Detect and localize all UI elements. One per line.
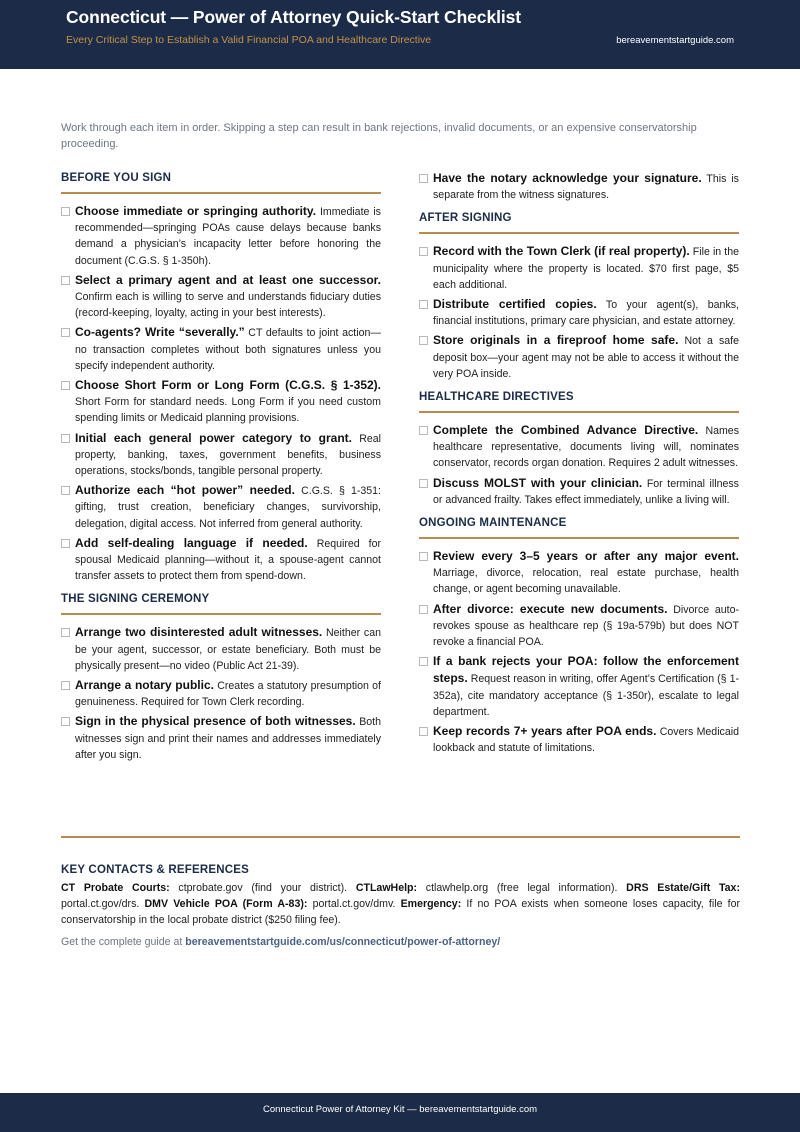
checklist-item-title: Choose Short Form or Long Form (C.G.S. § 1-352).: [75, 378, 381, 393]
reference-label: DMV Vehicle POA (Form A-83):: [144, 898, 308, 911]
checkbox[interactable]: [419, 605, 428, 614]
checklist-item-text: Short Form for standard needs. Long Form if you need custom spending limits or Medicaid planning provisions.: [75, 396, 381, 425]
checklist-item-title: Review every 3–5 years or after any major event.: [433, 549, 739, 564]
checklist-item-title: Record with the Town Clerk (if real property).: [433, 244, 690, 259]
checkbox[interactable]: [61, 539, 70, 548]
checklist-item-text: This is separate from the witness signatures.: [433, 173, 739, 202]
section-after-signing: [419, 210, 739, 382]
section-ongoing-maintenance: [419, 515, 739, 756]
checklist-item: [61, 677, 381, 710]
section-title: THE SIGNING CEREMONY: [61, 593, 210, 606]
section-title: ONGOING MAINTENANCE: [419, 517, 567, 530]
section-title: BEFORE YOU SIGN: [61, 172, 172, 184]
section-divider: [61, 613, 381, 615]
checklist: [419, 422, 739, 508]
reference-label: CTLawHelp:: [355, 882, 418, 894]
checklist-item-title: Arrange a notary public.: [75, 678, 214, 693]
section-divider: [419, 537, 739, 539]
checklist-item-text: C.G.S. § 1-351: gifting, trust creation, beneficiary changes, survivorship, delegation, digital access. Not inferred from general authority.: [75, 485, 382, 530]
section-divider: [61, 192, 381, 194]
checkbox[interactable]: [419, 336, 428, 345]
checklist-item-title: Authorize each “hot power” needed.: [75, 483, 295, 498]
checklist-item: [419, 475, 739, 508]
intro-text: Work through each item in order. Skipping a step can result in bank rejections, invalid documents, or an expensive conservatorship proceeding.: [61, 122, 697, 150]
checklist-item-title: Arrange two disinterested adult witnesses.: [75, 625, 323, 640]
checklist-item-title: Complete the Combined Advance Directive.: [433, 423, 699, 438]
section-notary: [419, 170, 739, 203]
checklist-item: [61, 482, 381, 532]
page-title: Connecticut — Power of Attorney Quick-Start Checklist: [66, 7, 521, 27]
section-divider: [419, 411, 739, 413]
checklist-item: [419, 296, 739, 329]
checklist-item-text: Covers Medicaid lookback and statute of limitations.: [433, 726, 739, 755]
reference-text: portal.ct.gov/drs.: [61, 898, 140, 911]
reference-text: ctlawhelp.org (free legal information).: [425, 882, 618, 894]
reference-label: CT Probate Courts:: [61, 882, 170, 894]
checklist-item-text: CT defaults to joint action—no transaction completes without both signatures unless you specify independent authority.: [75, 327, 381, 372]
checklist-item: [419, 170, 739, 203]
checklist-item-text: For terminal illness or advanced frailty. Takes effect immediately, unlike a living will.: [433, 477, 739, 506]
checkbox[interactable]: [61, 276, 70, 285]
checklist-item: [419, 332, 739, 382]
checklist-item-text: Required for spousal Medicaid planning—without it, a spouse-agent cannot transfer assets to protect them from spend-down.: [75, 537, 381, 583]
references-title: KEY CONTACTS & REFERENCES: [61, 864, 249, 876]
checklist-item: [61, 535, 381, 585]
checklist-item: [419, 548, 739, 598]
checklist-item-text: Neither can be your agent, successor, or estate beneficiary. Both must be physically present—no video (Public Act 21-39).: [75, 627, 381, 672]
checklist-item-title: Select a primary agent and at least one successor.: [75, 272, 381, 287]
checkbox[interactable]: [419, 479, 428, 488]
checklist-item-title: If a bank rejects your POA: follow the enforcement steps.: [433, 654, 739, 686]
checklist-item: [419, 653, 739, 720]
checklist: [419, 170, 739, 203]
checkbox[interactable]: [419, 300, 428, 309]
checklist: [61, 203, 381, 584]
checklist-item-text: Request reason in writing, offer Agent’s Certification (§ 1-352a), cite mandatory acceptance (§ 1-350r), escalate to legal department.: [433, 673, 739, 718]
checkbox[interactable]: [61, 717, 70, 726]
section-title: AFTER SIGNING: [419, 212, 512, 225]
references-divider: [61, 836, 740, 838]
references-text: [61, 880, 740, 929]
checklist: [61, 624, 381, 763]
page-footer: [0, 1093, 800, 1132]
page-subtitle: Every Critical Step to Establish a Valid Financial POA and Healthcare Directive: [66, 34, 432, 46]
checklist-item-text: Creates a statutory presumption of genuineness. Required for Town Clerk recording.: [75, 680, 381, 709]
right-column: [419, 170, 739, 759]
reference-label: Emergency:: [400, 898, 462, 911]
checklist-item: [61, 324, 381, 374]
checkbox[interactable]: [61, 207, 70, 216]
checkbox[interactable]: [61, 628, 70, 637]
checklist-item-text: File in the municipality where the property is located. $70 first page, $5 each additional.: [433, 246, 739, 291]
references-section: [61, 862, 740, 950]
guide-line: [61, 934, 740, 950]
checklist-item: [61, 203, 381, 269]
guide-link[interactable]: bereavementstartguide.com/us/connecticut/power-of-attorney/: [185, 935, 501, 948]
checklist: [419, 243, 739, 382]
checklist-item-title: Co-agents? Write “severally.”: [75, 325, 245, 340]
page-header: [0, 0, 800, 69]
section-before-you-sign: [61, 170, 381, 584]
checkbox[interactable]: [419, 552, 428, 561]
checklist-item-title: Choose immediate or springing authority.: [75, 204, 317, 218]
section-title: HEALTHCARE DIRECTIVES: [419, 391, 574, 404]
checklist-item: [61, 430, 381, 480]
checklist-item-text: Both witnesses sign and print their names and addresses immediately after you sign.: [75, 716, 381, 761]
checkbox[interactable]: [419, 426, 428, 435]
checklist-item-title: Sign in the physical presence of both witnesses.: [75, 714, 356, 729]
left-column: [61, 170, 381, 766]
reference-text: ctprobate.gov (find your district).: [178, 882, 348, 894]
checklist-item-text: Divorce auto-revokes spouse as healthcare rep (§ 19a-579b) but does NOT revoke a financial POA.: [433, 603, 739, 649]
checklist-item-title: Discuss MOLST with your clinician.: [433, 475, 643, 490]
checklist-item: [61, 624, 381, 674]
checklist-item-text: Not a safe deposit box—your agent may not be able to access it without the very POA inside.: [433, 335, 739, 380]
checklist-item: [419, 601, 739, 651]
checklist-item-title: Have the notary acknowledge your signature.: [433, 171, 702, 185]
reference-text: If no POA exists when someone loses capacity, file for conservatorship in the local probate district ($250 filing fee).: [61, 898, 740, 927]
checklist-item-title: Store originals in a fireproof home safe.: [433, 333, 679, 348]
footer-text: Connecticut Power of Attorney Kit — bereavementstartguide.com: [262, 1104, 538, 1115]
checklist-item: [61, 713, 381, 763]
checklist-item-title: Distribute certified copies.: [433, 297, 597, 312]
checklist-item: [419, 243, 739, 293]
checklist-item-title: Add self-dealing language if needed.: [75, 535, 308, 550]
checkbox[interactable]: [61, 434, 70, 443]
guide-prefix: Get the complete guide at: [61, 935, 183, 948]
section-healthcare-directives: [419, 389, 739, 508]
checklist-item-text: Marriage, divorce, relocation, real estate purchase, health change, or agent becoming unavailable.: [433, 567, 739, 596]
checkbox[interactable]: [419, 174, 428, 183]
checklist-item: [419, 723, 739, 756]
section-divider: [419, 232, 739, 234]
section-signing-ceremony: [61, 591, 381, 763]
checklist-item-text: Confirm each is willing to serve and understands fiduciary duties (record-keeping, loyalty, acting in your best interests).: [75, 291, 381, 320]
checkbox[interactable]: [61, 681, 70, 690]
checklist-item: [61, 377, 381, 427]
checkbox[interactable]: [419, 657, 428, 666]
checklist-item-text: Real property, banking, taxes, government benefits, business operations, stocks/bonds, tangible personal property.: [75, 432, 381, 478]
checkbox[interactable]: [61, 328, 70, 337]
checkbox[interactable]: [61, 486, 70, 495]
checkbox[interactable]: [419, 727, 428, 736]
checklist-item-title: After divorce: execute new documents.: [433, 601, 668, 616]
checklist-item: [61, 272, 381, 322]
checklist-item-title: Initial each general power category to grant.: [75, 430, 352, 445]
reference-text: portal.ct.gov/dmv.: [312, 898, 396, 911]
checklist-item-text: To your agent(s), banks, financial institutions, primary care physician, and estate attorney.: [433, 299, 739, 328]
checkbox[interactable]: [61, 381, 70, 390]
header-site: bereavementstartguide.com: [616, 35, 734, 46]
reference-label: DRS Estate/Gift Tax:: [626, 882, 740, 894]
checkbox[interactable]: [419, 247, 428, 256]
checklist-item-title: Keep records 7+ years after POA ends.: [433, 724, 657, 739]
checklist-item: [419, 422, 739, 472]
checklist: [419, 548, 739, 756]
checklist-item-text: Names healthcare representative, documents living will, nominates conservator, records organ donation. Requires 2 adult witnesses.: [433, 425, 739, 470]
checklist-item-text: Immediate is recommended—springing POAs cause delays because banks demand a physician’s incapacity letter before honoring the document (C.G.S. § 1-350h).: [75, 206, 381, 267]
